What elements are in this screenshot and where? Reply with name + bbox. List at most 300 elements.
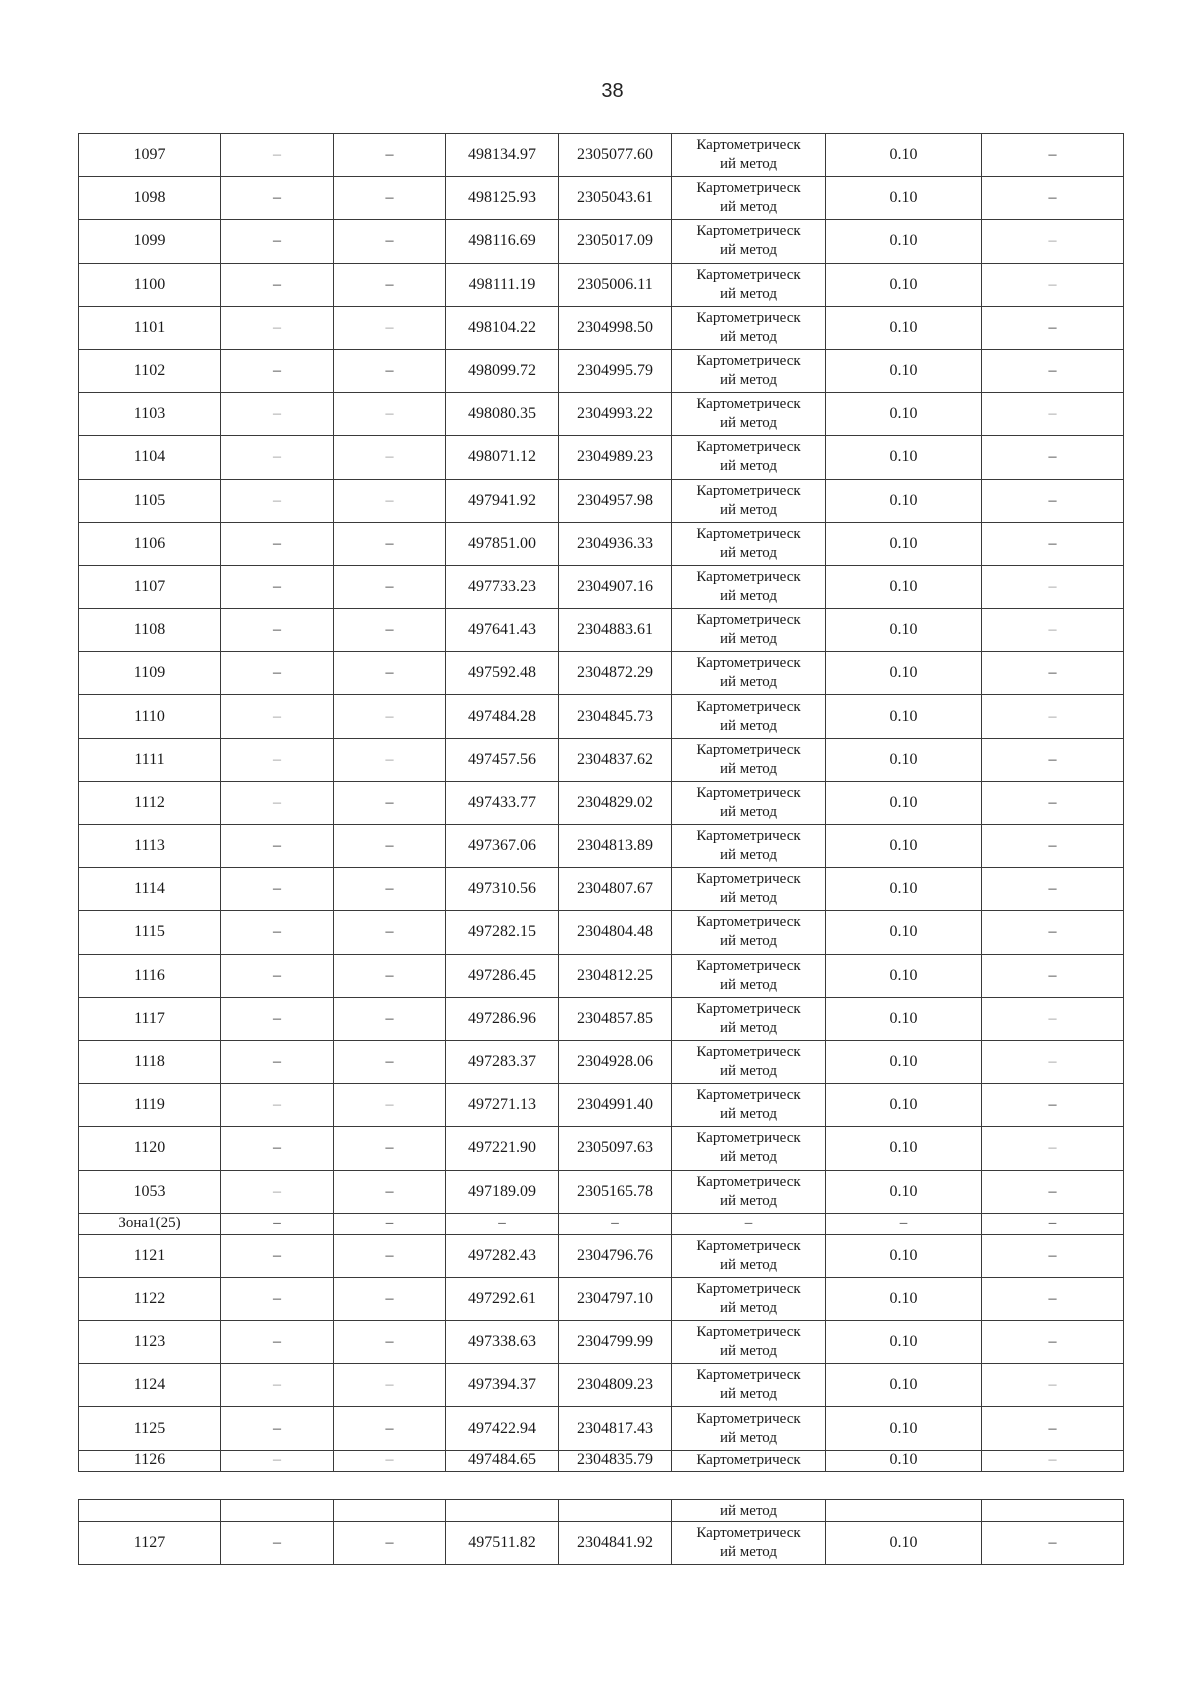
- y-coordinate-cell: 2304797.10: [559, 1277, 672, 1320]
- table-row: [79, 436, 1124, 479]
- dash-cell: –: [672, 1213, 826, 1234]
- table-row: [79, 1040, 1124, 1083]
- method-line-1: Картометрическ: [696, 1410, 801, 1427]
- accuracy-cell: 0.10: [826, 1407, 982, 1450]
- method-cell: [672, 177, 826, 220]
- dash-cell: –: [221, 1040, 334, 1083]
- dash-cell: –: [982, 911, 1124, 954]
- y-coordinate-cell: 2304995.79: [559, 349, 672, 392]
- dash-cell: –: [334, 1522, 446, 1565]
- y-coordinate-cell: 2304837.62: [559, 738, 672, 781]
- y-coordinate-cell: 2304883.61: [559, 609, 672, 652]
- dash-cell: –: [221, 1522, 334, 1565]
- dash-cell: –: [982, 1450, 1124, 1471]
- table-row: [79, 1084, 1124, 1127]
- method-line-2: ий метод: [719, 458, 777, 475]
- y-coordinate-cell: 2304907.16: [559, 565, 672, 608]
- dash-cell: –: [334, 1040, 446, 1083]
- method-line-1: Картометрическ: [696, 828, 801, 845]
- dash-cell: –: [982, 609, 1124, 652]
- method-line-2: ий метод: [719, 1544, 777, 1561]
- table-row: [79, 479, 1124, 522]
- dash-cell: –: [221, 781, 334, 824]
- x-coordinate-cell: 498080.35: [446, 393, 559, 436]
- x-coordinate-cell: 497338.63: [446, 1321, 559, 1364]
- table-row-continued: [79, 1500, 1124, 1522]
- accuracy-cell: 0.10: [826, 738, 982, 781]
- y-coordinate-cell: 2304957.98: [559, 479, 672, 522]
- method-line-2: ий метод: [719, 501, 777, 518]
- point-id-cell: 1101: [79, 306, 221, 349]
- method-cell: [672, 134, 826, 177]
- point-id-cell: 1103: [79, 393, 221, 436]
- method-cell: [672, 263, 826, 306]
- method-line-1: Картометрическ: [696, 353, 801, 370]
- method-line-1: Картометрическ: [696, 568, 801, 585]
- method-line-1: Картометрическ: [696, 1173, 801, 1190]
- dash-cell: –: [334, 393, 446, 436]
- point-id-cell: 1123: [79, 1321, 221, 1364]
- dash-cell: –: [982, 220, 1124, 263]
- method-cell: [672, 825, 826, 868]
- dash-cell: –: [982, 436, 1124, 479]
- y-coordinate-cell: 2304817.43: [559, 1407, 672, 1450]
- point-id-cell: 1118: [79, 1040, 221, 1083]
- dash-cell: –: [221, 393, 334, 436]
- method-line-2: ий метод: [719, 242, 777, 259]
- accuracy-cell: 0.10: [826, 1040, 982, 1083]
- point-id-cell: 1121: [79, 1234, 221, 1277]
- method-line-1: Картометрическ: [696, 1280, 801, 1297]
- method-cell: [672, 479, 826, 522]
- y-coordinate-cell: 2304829.02: [559, 781, 672, 824]
- y-coordinate-cell: 2304809.23: [559, 1364, 672, 1407]
- x-coordinate-cell: 498099.72: [446, 349, 559, 392]
- method-line-1: Картометрическ: [696, 784, 801, 801]
- point-id-cell: 1106: [79, 522, 221, 565]
- dash-cell: –: [982, 263, 1124, 306]
- y-coordinate-cell: 2304845.73: [559, 695, 672, 738]
- dash-cell: –: [982, 1364, 1124, 1407]
- dash-cell: –: [982, 868, 1124, 911]
- method-cell: [672, 609, 826, 652]
- method-cell: [672, 565, 826, 608]
- method-line-1: Картометрическ: [696, 1367, 801, 1384]
- table-row: [79, 263, 1124, 306]
- dash-cell: –: [334, 1170, 446, 1213]
- x-coordinate-cell: 498116.69: [446, 220, 559, 263]
- accuracy-cell: 0.10: [826, 997, 982, 1040]
- y-coordinate-cell: 2304989.23: [559, 436, 672, 479]
- dash-cell: –: [982, 1084, 1124, 1127]
- table-row: [79, 1170, 1124, 1213]
- point-id-cell: 1108: [79, 609, 221, 652]
- method-line-2: ий метод: [719, 156, 777, 173]
- table-row: [79, 954, 1124, 997]
- method-line-2: ий метод: [719, 674, 777, 691]
- dash-cell: –: [334, 1213, 446, 1234]
- dash-cell: –: [334, 954, 446, 997]
- method-cell: [672, 781, 826, 824]
- dash-cell: –: [982, 1234, 1124, 1277]
- method-cell: [672, 1234, 826, 1277]
- point-id-cell: 1117: [79, 997, 221, 1040]
- dash-cell: –: [982, 1522, 1124, 1565]
- point-id-cell: 1105: [79, 479, 221, 522]
- dash-cell: –: [982, 954, 1124, 997]
- dash-cell: –: [334, 1234, 446, 1277]
- method-line-2: ий метод: [719, 717, 777, 734]
- x-coordinate-cell: 497286.96: [446, 997, 559, 1040]
- y-coordinate-cell: 2304998.50: [559, 306, 672, 349]
- table-row: [79, 695, 1124, 738]
- x-coordinate-cell: 497733.23: [446, 565, 559, 608]
- y-coordinate-cell: 2305017.09: [559, 220, 672, 263]
- method-line-1: Картометрическ: [696, 698, 801, 715]
- dash-cell: –: [221, 954, 334, 997]
- dash-cell: –: [982, 1213, 1124, 1234]
- y-coordinate-cell: 2304799.99: [559, 1321, 672, 1364]
- dash-cell: –: [446, 1213, 559, 1234]
- method-line-1: Картометрическ: [696, 309, 801, 326]
- method-line-1: Картометрическ: [696, 1087, 801, 1104]
- table-row: [79, 609, 1124, 652]
- dash-cell: –: [221, 1127, 334, 1170]
- method-cell: [672, 1277, 826, 1320]
- method-line-1: Картометрическ: [696, 1525, 801, 1542]
- point-id-cell: 1124: [79, 1364, 221, 1407]
- empty-cell: [982, 1500, 1124, 1522]
- zone-label-cell: Зона1(25): [79, 1213, 221, 1234]
- x-coordinate-cell: 497394.37: [446, 1364, 559, 1407]
- method-line-2: ий метод: [719, 933, 777, 950]
- method-line-1: Картометрическ: [696, 396, 801, 413]
- y-coordinate-cell: 2304812.25: [559, 954, 672, 997]
- method-line-2: ий метод: [719, 976, 777, 993]
- method-cell: [672, 954, 826, 997]
- accuracy-cell: 0.10: [826, 1277, 982, 1320]
- x-coordinate-cell: 498071.12: [446, 436, 559, 479]
- accuracy-cell: 0.10: [826, 1321, 982, 1364]
- method-cell: [672, 393, 826, 436]
- method-line-2: ий метод: [719, 1106, 777, 1123]
- y-coordinate-cell: 2305165.78: [559, 1170, 672, 1213]
- method-line-1: Картометрическ: [696, 612, 801, 629]
- y-coordinate-cell: 2304857.85: [559, 997, 672, 1040]
- point-id-cell: 1104: [79, 436, 221, 479]
- dash-cell: –: [982, 177, 1124, 220]
- x-coordinate-cell: 497282.15: [446, 911, 559, 954]
- dash-cell: –: [221, 1277, 334, 1320]
- x-coordinate-cell: 497457.56: [446, 738, 559, 781]
- method-cell: [672, 1084, 826, 1127]
- accuracy-cell: 0.10: [826, 1522, 982, 1565]
- table-row: [79, 1234, 1124, 1277]
- method-line-1: Картометрическ: [696, 223, 801, 240]
- point-id-cell: 1114: [79, 868, 221, 911]
- x-coordinate-cell: 497282.43: [446, 1234, 559, 1277]
- dash-cell: –: [334, 1084, 446, 1127]
- method-line-2: ий метод: [719, 1256, 777, 1273]
- dash-cell: –: [334, 695, 446, 738]
- table-row: [79, 349, 1124, 392]
- point-id-cell: 1102: [79, 349, 221, 392]
- dash-cell: –: [982, 781, 1124, 824]
- dash-cell: –: [334, 177, 446, 220]
- method-line-2: ий метод: [719, 1019, 777, 1036]
- dash-cell: –: [982, 306, 1124, 349]
- y-coordinate-cell: 2304796.76: [559, 1234, 672, 1277]
- accuracy-cell: 0.10: [826, 565, 982, 608]
- method-line-1: Картометрическ: [696, 525, 801, 542]
- table-row: [79, 652, 1124, 695]
- dash-cell: –: [334, 1450, 446, 1471]
- table-row: [79, 1407, 1124, 1450]
- dash-cell: –: [982, 738, 1124, 781]
- dash-cell: –: [221, 1234, 334, 1277]
- y-coordinate-cell: 2304835.79: [559, 1450, 672, 1471]
- dash-cell: –: [221, 609, 334, 652]
- method-line-2: ий метод: [719, 1063, 777, 1080]
- dash-cell: –: [334, 1127, 446, 1170]
- method-cell: [672, 220, 826, 263]
- method-line-1: Картометрическ: [696, 482, 801, 499]
- dash-cell: –: [334, 652, 446, 695]
- dash-cell: –: [221, 652, 334, 695]
- dash-cell: –: [221, 1364, 334, 1407]
- method-cell: [672, 868, 826, 911]
- method-cell: [672, 1522, 826, 1565]
- y-coordinate-cell: 2304928.06: [559, 1040, 672, 1083]
- dash-cell: –: [221, 695, 334, 738]
- point-id-cell: 1107: [79, 565, 221, 608]
- x-coordinate-cell: 498111.19: [446, 263, 559, 306]
- dash-cell: –: [221, 220, 334, 263]
- method-line-1: Картометрическ: [696, 266, 801, 283]
- dash-cell: –: [221, 738, 334, 781]
- empty-cell: [826, 1500, 982, 1522]
- method-line-1: Картометрическ: [696, 1451, 801, 1468]
- method-cell: [672, 1170, 826, 1213]
- dash-cell: –: [334, 349, 446, 392]
- x-coordinate-cell: 498104.22: [446, 306, 559, 349]
- accuracy-cell: 0.10: [826, 522, 982, 565]
- method-line-2: ий метод: [719, 890, 777, 907]
- dash-cell: –: [334, 1364, 446, 1407]
- x-coordinate-cell: 498125.93: [446, 177, 559, 220]
- table-row: [79, 738, 1124, 781]
- empty-cell: [446, 1500, 559, 1522]
- dash-cell: –: [334, 479, 446, 522]
- method-line-1: Картометрическ: [696, 957, 801, 974]
- dash-cell: –: [221, 1450, 334, 1471]
- method-line-1: Картометрическ: [696, 1324, 801, 1341]
- method-line-2: ий метод: [719, 803, 777, 820]
- table-row: [79, 1277, 1124, 1320]
- dash-cell: –: [982, 1170, 1124, 1213]
- dash-cell: –: [221, 479, 334, 522]
- dash-cell: –: [221, 825, 334, 868]
- dash-cell: –: [982, 393, 1124, 436]
- dash-cell: –: [221, 263, 334, 306]
- table-row: [79, 1127, 1124, 1170]
- method-cell: [672, 1127, 826, 1170]
- method-line-2: ий метод: [719, 372, 777, 389]
- zone-row: [79, 1213, 1124, 1234]
- dash-cell: –: [334, 1277, 446, 1320]
- dash-cell: –: [982, 479, 1124, 522]
- method-cell: [672, 1450, 826, 1471]
- method-cell: [672, 306, 826, 349]
- x-coordinate-cell: 497286.45: [446, 954, 559, 997]
- dash-cell: –: [221, 1213, 334, 1234]
- dash-cell: –: [334, 781, 446, 824]
- dash-cell: –: [221, 565, 334, 608]
- accuracy-cell: 0.10: [826, 1127, 982, 1170]
- method-cell: [672, 522, 826, 565]
- method-line-2: ий метод: [719, 1149, 777, 1166]
- method-line-2: ий метод: [719, 631, 777, 648]
- dash-cell: –: [334, 1321, 446, 1364]
- dash-cell: –: [982, 1040, 1124, 1083]
- method-line-2: ий метод: [719, 587, 777, 604]
- table-row: [79, 522, 1124, 565]
- table-row: [79, 134, 1124, 177]
- method-line-2: ий метод: [719, 1429, 777, 1446]
- dash-cell: –: [334, 738, 446, 781]
- method-cell: [672, 436, 826, 479]
- table-row: [79, 825, 1124, 868]
- point-id-cell: 1127: [79, 1522, 221, 1565]
- method-line-1: Картометрическ: [696, 137, 801, 154]
- dash-cell: –: [982, 1127, 1124, 1170]
- y-coordinate-cell: 2305097.63: [559, 1127, 672, 1170]
- x-coordinate-cell: 497189.09: [446, 1170, 559, 1213]
- table-row: [79, 868, 1124, 911]
- empty-cell: [559, 1500, 672, 1522]
- accuracy-cell: 0.10: [826, 825, 982, 868]
- table-row: [79, 220, 1124, 263]
- accuracy-cell: 0.10: [826, 868, 982, 911]
- dash-cell: –: [826, 1213, 982, 1234]
- method-cell: [672, 349, 826, 392]
- accuracy-cell: 0.10: [826, 177, 982, 220]
- method-line-2: ий метод: [719, 415, 777, 432]
- dash-cell: –: [221, 522, 334, 565]
- method-cell: [672, 695, 826, 738]
- method-line-1: Картометрическ: [696, 1000, 801, 1017]
- y-coordinate-cell: 2305043.61: [559, 177, 672, 220]
- coordinates-table: [78, 133, 1124, 1472]
- dash-cell: –: [334, 911, 446, 954]
- point-id-cell: 1110: [79, 695, 221, 738]
- method-cell: [672, 911, 826, 954]
- dash-cell: –: [982, 652, 1124, 695]
- dash-cell: –: [221, 868, 334, 911]
- point-id-cell: 1112: [79, 781, 221, 824]
- method-line-2: ий метод: [719, 544, 777, 561]
- method-line-1: Картометрическ: [696, 871, 801, 888]
- x-coordinate-cell: 497367.06: [446, 825, 559, 868]
- table-row: [79, 177, 1124, 220]
- x-coordinate-cell: 497271.13: [446, 1084, 559, 1127]
- accuracy-cell: 0.10: [826, 220, 982, 263]
- point-id-cell: 1099: [79, 220, 221, 263]
- method-line-1: Картометрическ: [696, 914, 801, 931]
- method-line-1: Картометрическ: [696, 1130, 801, 1147]
- y-coordinate-cell: 2304804.48: [559, 911, 672, 954]
- dash-cell: –: [982, 1321, 1124, 1364]
- x-coordinate-cell: 497511.82: [446, 1522, 559, 1565]
- table-row: [79, 306, 1124, 349]
- method-line-1: Картометрическ: [696, 439, 801, 456]
- method-line-1: Картометрическ: [696, 1237, 801, 1254]
- dash-cell: –: [221, 1084, 334, 1127]
- method-cell: [672, 997, 826, 1040]
- dash-cell: –: [334, 263, 446, 306]
- dash-cell: –: [982, 825, 1124, 868]
- point-id-cell: 1122: [79, 1277, 221, 1320]
- x-coordinate-cell: 497592.48: [446, 652, 559, 695]
- accuracy-cell: 0.10: [826, 781, 982, 824]
- table-row: [79, 1450, 1124, 1471]
- x-coordinate-cell: 497941.92: [446, 479, 559, 522]
- y-coordinate-cell: 2304936.33: [559, 522, 672, 565]
- empty-cell: [334, 1500, 446, 1522]
- dash-cell: –: [559, 1213, 672, 1234]
- point-id-cell: 1115: [79, 911, 221, 954]
- accuracy-cell: 0.10: [826, 1364, 982, 1407]
- point-id-cell: 1125: [79, 1407, 221, 1450]
- x-coordinate-cell: 497292.61: [446, 1277, 559, 1320]
- point-id-cell: 1053: [79, 1170, 221, 1213]
- method-line-1: Картометрическ: [696, 741, 801, 758]
- table-row: [79, 911, 1124, 954]
- method-line-2: ий метод: [719, 760, 777, 777]
- method-cell: [672, 1040, 826, 1083]
- dash-cell: –: [982, 1277, 1124, 1320]
- dash-cell: –: [221, 997, 334, 1040]
- method-cell: [672, 738, 826, 781]
- y-coordinate-cell: 2304872.29: [559, 652, 672, 695]
- accuracy-cell: 0.10: [826, 436, 982, 479]
- point-id-cell: 1111: [79, 738, 221, 781]
- accuracy-cell: 0.10: [826, 609, 982, 652]
- y-coordinate-cell: 2304993.22: [559, 393, 672, 436]
- x-coordinate-cell: 498134.97: [446, 134, 559, 177]
- x-coordinate-cell: 497484.65: [446, 1450, 559, 1471]
- accuracy-cell: 0.10: [826, 349, 982, 392]
- dash-cell: –: [221, 436, 334, 479]
- x-coordinate-cell: 497484.28: [446, 695, 559, 738]
- dash-cell: –: [982, 565, 1124, 608]
- method-line-1: Картометрическ: [696, 655, 801, 672]
- x-coordinate-cell: 497310.56: [446, 868, 559, 911]
- dash-cell: –: [334, 134, 446, 177]
- dash-cell: –: [334, 306, 446, 349]
- point-id-cell: 1113: [79, 825, 221, 868]
- table-row: [79, 393, 1124, 436]
- dash-cell: –: [334, 609, 446, 652]
- accuracy-cell: 0.10: [826, 479, 982, 522]
- dash-cell: –: [334, 436, 446, 479]
- x-coordinate-cell: 497221.90: [446, 1127, 559, 1170]
- dash-cell: –: [334, 868, 446, 911]
- x-coordinate-cell: 497433.77: [446, 781, 559, 824]
- dash-cell: –: [982, 349, 1124, 392]
- dash-cell: –: [982, 1407, 1124, 1450]
- accuracy-cell: 0.10: [826, 954, 982, 997]
